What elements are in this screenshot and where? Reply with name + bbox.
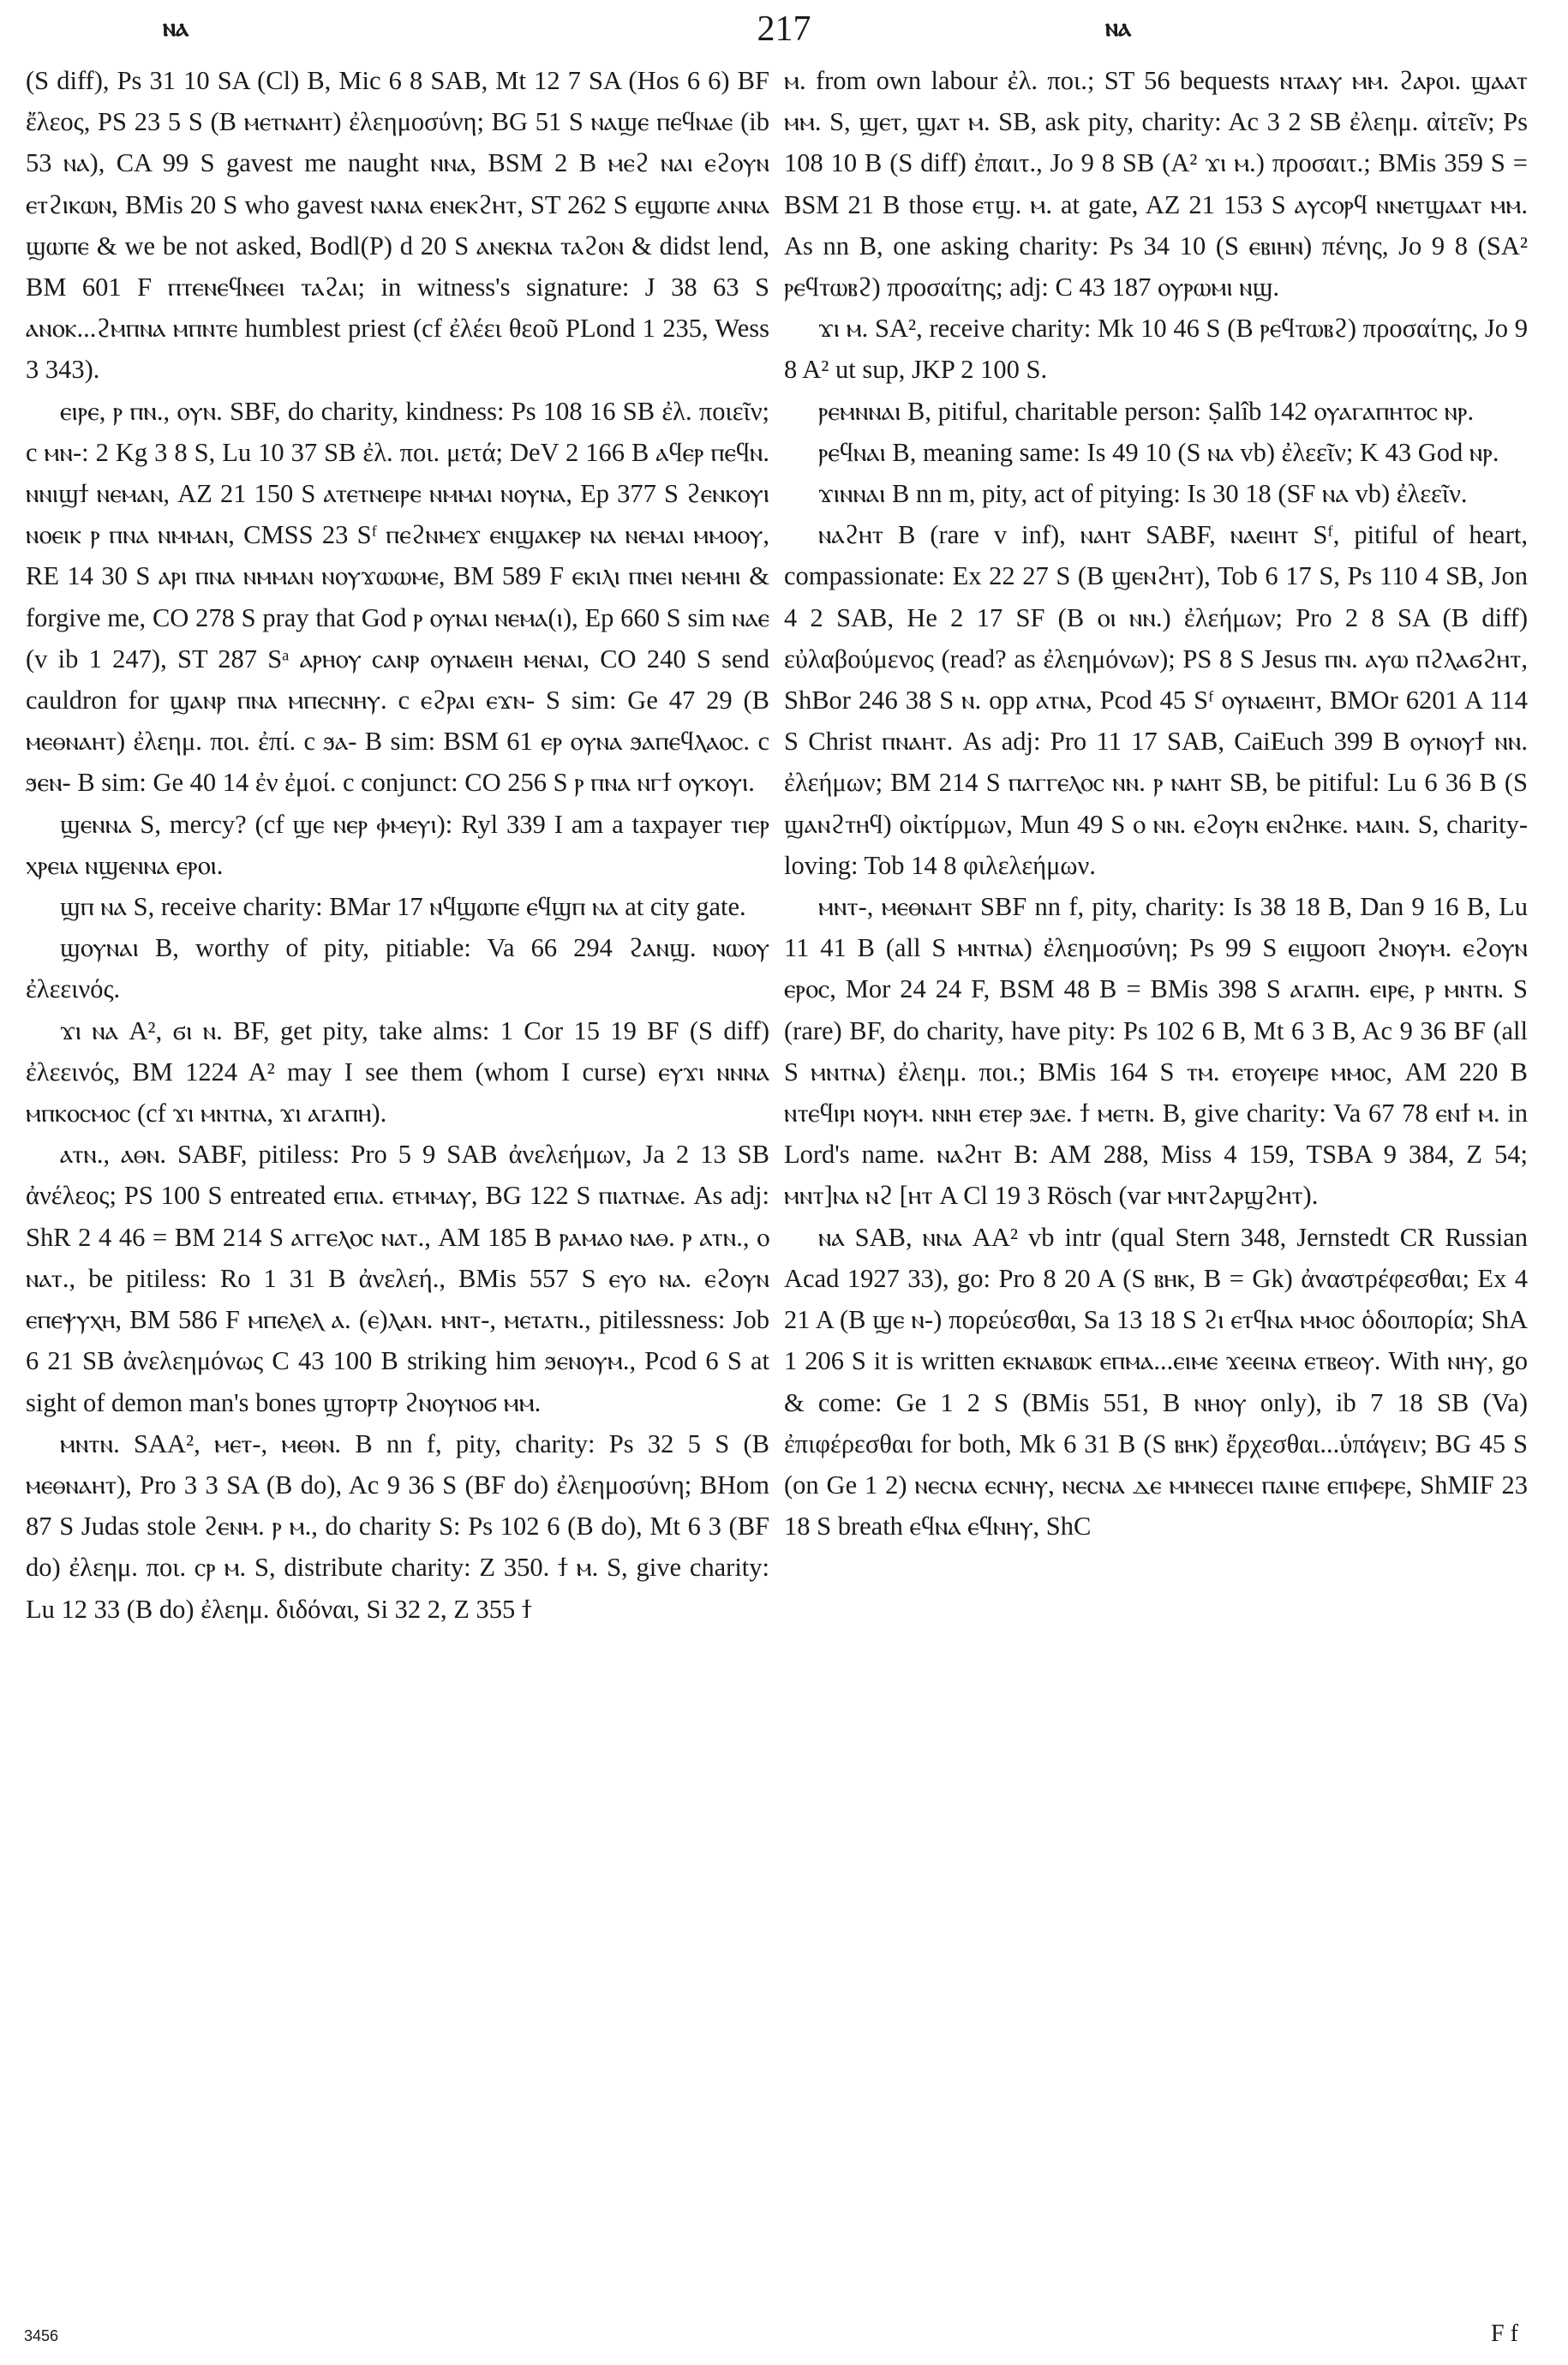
footer-mark: F f [1491, 2320, 1518, 2347]
entry-paragraph: ⲣⲉϥⲛⲁⲓ B, meaning same: Is 49 10 (S ⲛⲁ vb) ἐλεεῖν; K 43 God ⲛⲣ. [818, 437, 1499, 467]
signature-mark: 3456 [24, 2327, 59, 2344]
running-head-left-word: ⲛⲁ [163, 14, 189, 42]
entry-paragraph: (S diff), Ps 31 10 SA (Cl) B, Mic 6 8 SAB, Mt 12 7 SA (Hos 6 6) BF ἔλεος, PS 23 5 S (B ⲙⲉⲧⲛⲁⲏⲧ) ἐλεημοσύνη; BG 51 S ⲛⲁϣⲉ ⲡⲉϥⲛⲁⲉ (ib 53 ⲛⲁ), CA 99 S gavest me naught ⲛⲛⲁ, BSM 2 B ⲙⲉϩ ⲛⲁⲓ ⲉϩⲟⲩⲛ ⲉⲧϩⲓⲕⲱⲛ, BMis 20 S who gavest ⲛⲁⲛⲁ ⲉⲛⲉⲕϩⲏⲧ, ST 262 S ⲉϣⲱⲡⲉ ⲁⲛⲛⲁ ϣⲱⲡⲉ & we be not asked, Bodl(P) d 20 S ⲁⲛⲉⲕⲛⲁ ⲧⲁϩⲟⲛ & didst lend, BM 601 F ⲡⲧⲉⲛⲉϥⲛⲉⲉⲓ ⲧⲁϩⲁⲓ; in witness's signature: J 38 63 S ⲁⲛⲟⲕ...ϩⲙⲡⲛⲁ ⲙⲡⲛⲧⲉ humblest priest (cf ἐλέει θεοῦ PLond 1 235, Wess 3 343). [26, 66, 769, 385]
entry-paragraph: ⲙ. from own labour ἐλ. ποι.; ST 56 bequests ⲛⲧⲁⲁⲩ ⲙⲙ. ϩⲁⲣⲟⲓ. ϣⲁⲁⲧ ⲙⲙ. S, ϣⲉⲧ, ϣⲁⲧ ⲙ. SB, ask pity, charity: Ac 3 2 SB ἐλεημ. αἰτεῖν; Ps 108 10 B (S diff) ἐπαιτ., Jo 9 8 SB (A² ϫⲓ ⲙ.) προσαιτ.; BMis 359 S = BSM 21 B those ⲉⲧϣ. ⲙ. at gate, AZ 21 153 S ⲁⲩⲥⲟⲣϥ ⲛⲛⲉⲧϣⲁⲁⲧ ⲙⲙ. As nn B, one asking charity: Ps 34 10 (S ⲉⲃⲓⲏⲛ) πένης, Jo 9 8 (SA² ⲣⲉϥⲧⲱⲃϩ) προσαίτης; adj: C 43 187 ⲟⲩⲣⲱⲙⲓ ⲛϣ. [784, 66, 1528, 302]
entry-paragraph: ⲙⲛⲧⲛ. SAA², ⲙⲉⲧ-, ⲙⲉⲑⲛ. B nn f, pity, charity: Ps 32 5 S (B ⲙⲉⲑⲛⲁⲏⲧ), Pro 3 3 SA (B do), Ac 9 36 S (BF do) ἐλεημοσύνη; BHom 87 S Judas stole ϩⲉⲛⲙ. ⲣ ⲙ., do charity S: Ps 102 6 (B do), Mt 6 3 (BF do) ἐλεημ. ποι. ⲥⲣ ⲙ. S, distribute charity: Z 350. ϯ ⲙ. S, give charity: Lu 12 33 (B do) ἐλεημ. διδόναι, Si 32 2, Z 355 ϯ [26, 1428, 769, 1624]
running-head [0, 9, 1568, 51]
entry-paragraph: ϣⲉⲛⲛⲁ S, mercy? (cf ϣⲉ ⲛⲉⲣ ⲫⲙⲉⲩⲓ): Ryl 339 I am a taxpayer ⲧⲓⲉⲣ ⲭⲣⲉⲓⲁ ⲛϣⲉⲛⲛⲁ ⲉⲣⲟⲓ. [26, 809, 769, 880]
entry-paragraph: ⲉⲓⲣⲉ, ⲣ ⲡⲛ., ⲟⲩⲛ. SBF, do charity, kindness: Ps 108 16 SB ἐλ. ποιεῖν; c ⲙⲛ-: 2 Kg 3 8 S, Lu 10 37 SB ἐλ. ποι. μετά; DeV 2 166 B ⲁϥⲉⲣ ⲡⲉϥⲛ. ⲛⲛⲓϣϯ ⲛⲉⲙⲁⲛ, AZ 21 150 S ⲁⲧⲉⲧⲛⲉⲓⲣⲉ ⲛⲙⲙⲁⲓ ⲛⲟⲩⲛⲁ, Ep 377 S ϩⲉⲛⲕⲟⲩⲓ ⲛⲟⲉⲓⲕ ⲣ ⲡⲛⲁ ⲛⲙⲙⲁⲛ, CMSS 23 Sᶠ ⲡⲉϩⲛⲙⲉϫ ⲉⲛϣⲁⲕⲉⲣ ⲛⲁ ⲛⲉⲙⲁⲓ ⲙⲙⲟⲟⲩ, RE 14 30 S ⲁⲣⲓ ⲡⲛⲁ ⲛⲙⲙⲁⲛ ⲛⲟⲩϫⲱⲱⲙⲉ, BM 589 F ⲉⲕⲓⲗⲓ ⲡⲛⲉⲓ ⲛⲉⲙⲏⲓ & forgive me, CO 278 S pray that God ⲣ ⲟⲩⲛⲁⲓ ⲛⲉⲙⲁ(ⲓ), Ep 660 S sim ⲛⲁⲉ (v ib 1 247), ST 287 Sᵃ ⲁⲣⲏⲟⲩ ⲥⲁⲛⲣ ⲟⲩⲛⲁⲉⲓⲏ ⲙⲉⲛⲁⲓ, CO 240 S send cauldron for ϣⲁⲛⲣ ⲡⲛⲁ ⲙⲡⲉⲥⲛⲏⲩ. c ⲉϩⲣⲁⲓ ⲉϫⲛ- S sim: Ge 47 29 (B ⲙⲉⲑⲛⲁⲏⲧ) ἐλεημ. ποι. ἐπί. c ϧⲁ- B sim: BSM 61 ⲉⲣ ⲟⲩⲛⲁ ϧⲁⲡⲉϥⲗⲁⲟⲥ. c ϧⲉⲛ- B sim: Ge 40 14 ἐν ἐμοί. c conjunct: CO 256 S ⲣ ⲡⲛⲁ ⲛⲅϯ ⲟⲩⲕⲟⲩⲓ. [26, 396, 769, 798]
running-head-right-word: ⲛⲁ [1105, 14, 1132, 42]
entry-paragraph: ⲛⲁ SAB, ⲛⲛⲁ AA² vb intr (qual Stern 348, Jernstedt CR Russian Acad 1927 33), go: Pro 8 20 A (S ⲃⲏⲕ, B = Gk) ἀναστρέφεσθαι; Ex 4 21 A (B ϣⲉ ⲛ-) πορεύεσθαι, Sa 13 18 S ϩⲓ ⲉⲧϥⲛⲁ ⲙⲙⲟⲥ ὁδοιπορία; ShA 1 206 S it is written ⲉⲕⲛⲁⲃⲱⲕ ⲉⲡⲙⲁ...ⲉⲓⲙⲉ ϫⲉⲉⲓⲛⲁ ⲉⲧⲃⲉⲟⲩ. With ⲛⲏⲩ, go & come: Ge 1 2 S (BMis 551, B ⲛⲏⲟⲩ only), ib 7 18 SB (Va) ἐπιφέρεσθαι for both, Mk 6 31 B (S ⲃⲏⲕ) ἔρχεσθαι...ὑπάγειν; BG 45 S (on Ge 1 2) ⲛⲉⲥⲛⲁ ⲉⲥⲛⲏⲩ, ⲛⲉⲥⲛⲁ ⲇⲉ ⲙⲙⲛⲉⲥⲉⲓ ⲡⲁⲓⲛⲉ ⲉⲡⲓⲫⲉⲣⲉ, ShMIF 23 18 S breath ⲉϥⲛⲁ ⲉϥⲛⲏⲩ, ShC [784, 1222, 1528, 1542]
entry-paragraph: ϫⲓⲛⲛⲁⲓ B nn m, pity, act of pitying: Is 30 18 (SF ⲛⲁ vb) ἐλεεῖν. [818, 479, 1468, 509]
entry-paragraph: ⲙⲛⲧ-, ⲙⲉⲑⲛⲁⲏⲧ SBF nn f, pity, charity: Is 38 18 B, Dan 9 16 B, Lu 11 41 B (all S ⲙⲛⲧⲛⲁ) ἐλεημοσύνη; Ps 99 S ⲉⲓϣⲟⲟⲡ ϩⲛⲟⲩⲙ. ⲉϩⲟⲩⲛ ⲉⲣⲟⲥ, Mor 24 24 F, BSM 48 B = BMis 398 S ⲁⲅⲁⲡⲏ. ⲉⲓⲣⲉ, ⲣ ⲙⲛⲧⲛ. S (rare) BF, do charity, have pity: Ps 102 6 B, Mt 6 3 B, Ac 9 36 BF (all S ⲙⲛⲧⲛⲁ) ἐλεημ. ποι.; BMis 164 S ⲧⲙ. ⲉⲧⲟⲩⲉⲓⲣⲉ ⲙⲙⲟⲥ, AM 220 B ⲛⲧⲉϥⲓⲣⲓ ⲛⲟⲩⲙ. ⲛⲛⲏ ⲉⲧⲉⲣ ϧⲁⲉ. ϯ ⲙⲉⲧⲛ. B, give charity: Va 67 78 ⲉⲛϯ ⲙ. in Lord's name. ⲛⲁϩⲏⲧ B: AM 288, Miss 4 159, TSBA 9 384, Z 54; ⲙⲛⲧ]ⲛⲁ ⲛϩ [ⲏⲧ A Cl 19 3 Rösch (var ⲙⲛⲧϩⲁⲣϣϩⲏⲧ). [784, 892, 1528, 1211]
entry-paragraph: ⲛⲁϩⲏⲧ B (rare v inf), ⲛⲁⲏⲧ SABF, ⲛⲁⲉⲓⲏⲧ Sᶠ, pitiful of heart, compassionate: Ex 22 27 S (B ϣⲉⲛϩⲏⲧ), Tob 6 17 S, Ps 110 4 SB, Jon 4 2 SAB, He 2 17 SF (B ⲟⲓ ⲛⲛ.) ἐλεήμων; Pro 2 8 SA (B diff) εὐλαβούμενος (read? as ἐλεημόνων); PS 8 S Jesus ⲡⲛ. ⲁⲩⲱ ⲡϩⲗⲁϭϩⲏⲧ, ShBor 246 38 S ⲛ. opp ⲁⲧⲛⲁ, Pcod 45 Sᶠ ⲟⲩⲛⲁⲉⲓⲏⲧ, BMOr 6201 A 114 S Christ ⲡⲛⲁⲏⲧ. As adj: Pro 11 17 SAB, CaiEuch 399 B ⲟⲩⲛⲟⲩϯ ⲛⲛ. ἐλεήμων; BM 214 S ⲡⲁⲅⲅⲉⲗⲟⲥ ⲛⲛ. ⲣ ⲛⲁⲏⲧ SB, be pitiful: Lu 6 36 B (S ϣⲁⲛϩⲧⲏϥ) οἰκτίρμων, Mun 49 S ⲟ ⲛⲛ. ⲉϩⲟⲩⲛ ⲉⲛϩⲏⲕⲉ. ⲙⲁⲓⲛ. S, charity-loving: Tob 14 8 φιλελεήμων. [784, 520, 1528, 880]
right-column [784, 60, 1528, 2296]
entry-paragraph: ϫⲓ ⲙ. SA², receive charity: Mk 10 46 S (B ⲣⲉϥⲧⲱⲃϩ) προσαίτης, Jo 9 8 A² ut sup, JKP 2 100 S. [784, 314, 1528, 385]
entry-paragraph: ϫⲓ ⲛⲁ A², ϭⲓ ⲛ. BF, get pity, take alms: 1 Cor 15 19 BF (S diff) ἐλεεινός, BM 1224 A² may I see them (whom I curse) ⲉⲩϫⲓ ⲛⲛⲛⲁ ⲙⲡⲕⲟⲥⲙⲟⲥ (cf ϫⲓ ⲙⲛⲧⲛⲁ, ϫⲓ ⲁⲅⲁⲡⲏ). [26, 1015, 769, 1129]
entry-paragraph: ⲁⲧⲛ., ⲁⲑⲛ. SABF, pitiless: Pro 5 9 SAB ἀνελεήμων, Ja 2 13 SB ἀνέλεος; PS 100 S entreated ⲉⲡⲓⲁ. ⲉⲧⲙⲙⲁⲩ, BG 122 S ⲡⲓⲁⲧⲛⲁⲉ. As adj: ShR 2 4 46 = BM 214 S ⲁⲅⲅⲉⲗⲟⲥ ⲛⲁⲧ., AM 185 B ⲣⲁⲙⲁⲟ ⲛⲁⲑ. ⲣ ⲁⲧⲛ., ⲟ ⲛⲁⲧ., be pitiless: Ro 1 31 B ἀνελεή., BMis 557 S ⲉⲩⲟ ⲛⲁ. ⲉϩⲟⲩⲛ ⲉⲡⲉⲯⲩⲭⲏ, BM 586 F ⲙⲡⲉⲗⲉⲗ ⲁ. (ⲉ)ⲗⲁⲛ. ⲙⲛⲧ-, ⲙⲉⲧⲁⲧⲛ., pitilessness: Job 6 21 SB ἀνελεημόνως C 43 100 B striking him ϧⲉⲛⲟⲩⲙ., Pcod 6 S at sight of demon man's bones ϣⲧⲟⲣⲧⲣ ϩⲛⲟⲩⲛⲟϭ ⲙⲙ. [26, 1140, 769, 1417]
entry-paragraph: ϣⲟⲩⲛⲁⲓ B, worthy of pity, pitiable: Va 66 294 ϩⲁⲛϣ. ⲛⲱⲟⲩ ἐλεεινός. [26, 933, 769, 1004]
entry-paragraph: ⲣⲉⲙⲛⲛⲁⲓ B, pitiful, charitable person: Ṣalîb 142 ⲟⲩⲁⲅⲁⲡⲏⲧⲟⲥ ⲛⲣ. [818, 396, 1475, 426]
left-column [26, 60, 769, 2296]
page-number: 217 [757, 9, 811, 49]
entry-paragraph: ϣⲡ ⲛⲁ S, receive charity: BMar 17 ⲛϥϣⲱⲡⲉ ⲉϥϣⲡ ⲛⲁ at city gate. [60, 892, 746, 922]
